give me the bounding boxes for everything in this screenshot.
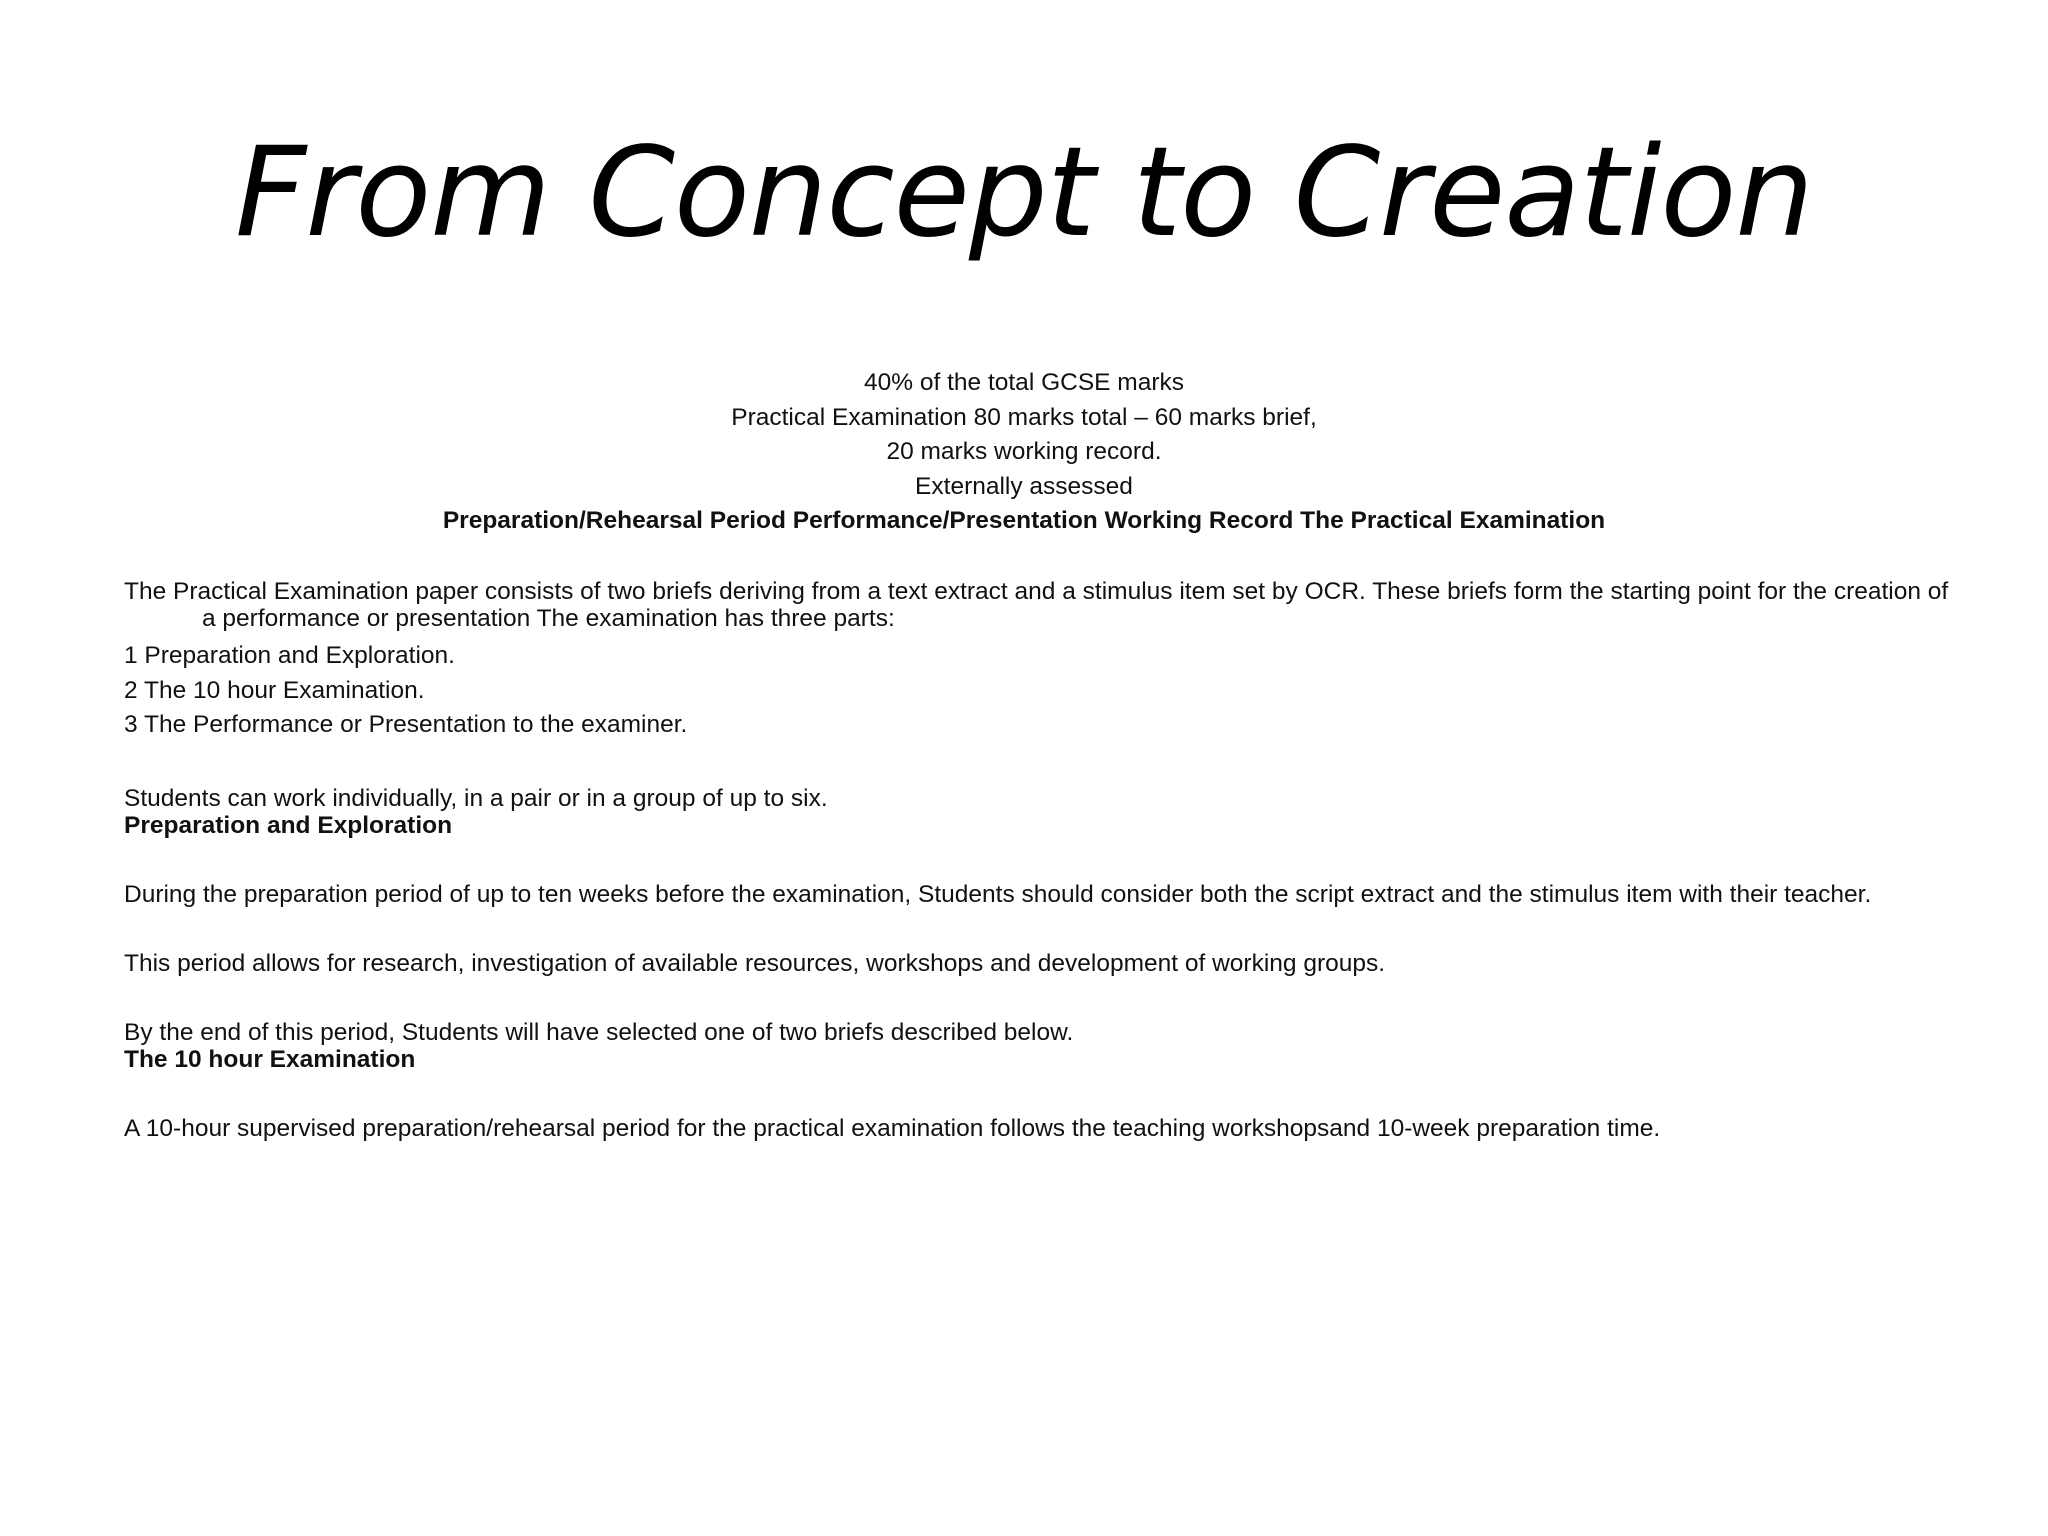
list-item: 3 The Performance or Presentation to the examiner.: [124, 711, 688, 738]
summary-assessment: Externally assessed: [915, 472, 1133, 500]
body-text: [124, 578, 1954, 1142]
summary-marks-breakdown: Practical Examination 80 marks total – 60 marks brief,: [731, 403, 1317, 431]
groups-paragraph: Students can work individually, in a pair or in a group of up to six.: [124, 784, 828, 812]
exam-paragraph: A 10-hour supervised preparation/rehearsal period for the practical examination follows the teaching workshopsand 10-week preparation time.: [124, 1114, 1661, 1142]
selection-paragraph: By the end of this period, Students will have selected one of two briefs described below.: [124, 1018, 1074, 1046]
summary-stages: Preparation/Rehearsal Period Performance/Presentation Working Record The Practical Examination: [442, 507, 1606, 534]
research-paragraph: This period allows for research, investigation of available resources, workshops and development of working groups.: [124, 949, 1386, 977]
preparation-paragraph: During the preparation period of up to ten weeks before the examination, Students should consider both the script extract and the stimulus item with their teacher.: [124, 880, 1872, 908]
preparation-heading: Preparation and Exploration: [124, 811, 453, 839]
exam-heading: The 10 hour Examination: [124, 1045, 416, 1073]
summary-marks-share: 40% of the total GCSE marks: [864, 369, 1184, 396]
list-item: 1 Preparation and Exploration.: [124, 642, 455, 669]
summary-working-record: 20 marks working record.: [886, 438, 1162, 465]
list-item: 2 The 10 hour Examination.: [124, 676, 425, 704]
page-title: From Concept to Creation: [235, 121, 1813, 265]
intro-paragraph: The Practical Examination paper consists of two briefs deriving from a text extract and a stimulus item set by OCR. These briefs form the starting point for the creation of a performance or presentation The examination has three parts:: [124, 578, 1949, 632]
summary-block: [0, 366, 2048, 539]
